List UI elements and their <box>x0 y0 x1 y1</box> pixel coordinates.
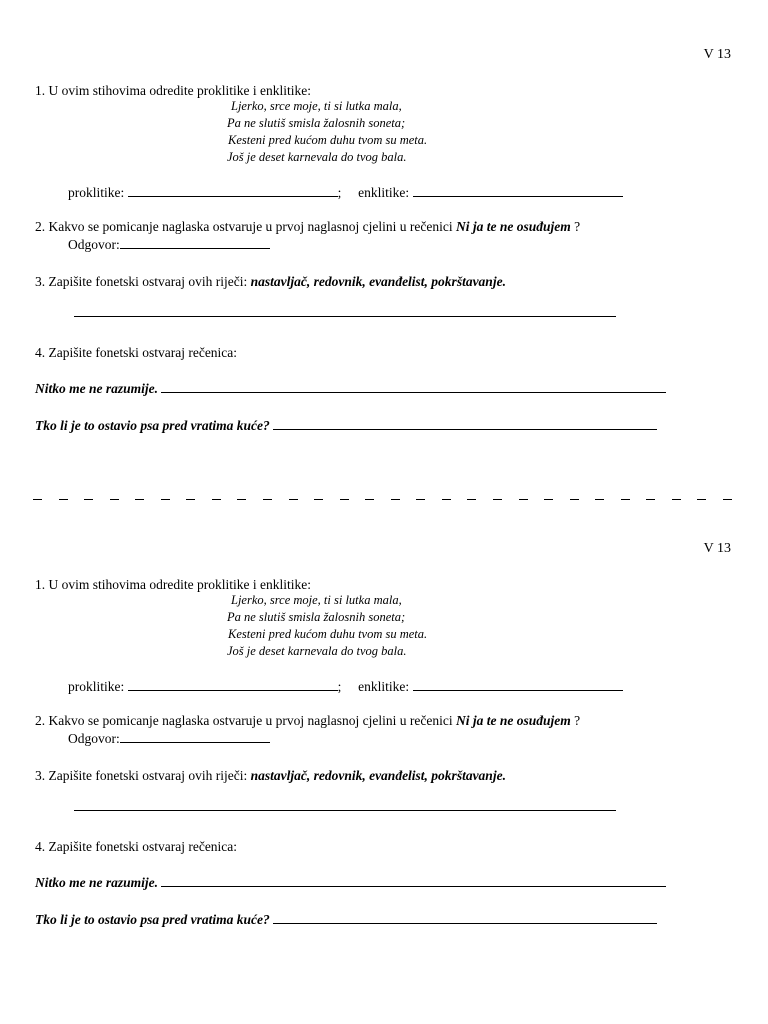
enklitike-blank[interactable] <box>413 183 623 197</box>
poem-line: Kesteni pred kućom duhu tvom su meta. <box>228 627 428 641</box>
question-3-words: nastavljač, redovnik, evanđelist, pokrštavanje. <box>250 274 506 289</box>
sentence-2: Tko li je to ostavio psa pred vratima kuće? <box>35 912 270 927</box>
question-2 <box>35 712 580 729</box>
question-2-sentence: Ni ja te ne osuđujem <box>456 713 571 728</box>
worksheet-copy-bottom <box>0 494 768 994</box>
question-mark: ? <box>574 219 581 234</box>
proklitike-label: proklitike: <box>68 679 125 694</box>
sentence-2-row <box>35 910 657 928</box>
sentence-1-row <box>35 379 666 397</box>
enklitike-label: enklitike: <box>358 185 410 200</box>
question-3-text: 3. Zapišite fonetski ostvaraj ovih riječi: <box>35 274 248 289</box>
question-2-sentence: Ni ja te ne osuđujem <box>456 219 571 234</box>
answer-row <box>68 235 270 253</box>
sentence-1-row <box>35 873 666 891</box>
poem-stanza <box>227 98 427 166</box>
separator: ; <box>337 185 342 200</box>
enklitike-label: enklitike: <box>358 679 410 694</box>
proklitike-blank[interactable] <box>128 183 338 197</box>
poem-line: Pa ne slutiš smisla žalosnih soneta; <box>227 116 406 130</box>
question-3-text: 3. Zapišite fonetski ostvaraj ovih riječi: <box>35 768 248 783</box>
question-3 <box>35 273 506 290</box>
poem-line: Kesteni pred kućom duhu tvom su meta. <box>228 133 428 147</box>
clitics-answer-row <box>68 183 623 201</box>
answer-blank[interactable] <box>120 235 270 249</box>
sentence-2-row <box>35 416 657 434</box>
answer-row <box>68 729 270 747</box>
sentence-2: Tko li je to ostavio psa pred vratima kuće? <box>35 418 270 433</box>
question-1-text: 1. U ovim stihovima odredite proklitike i enklitike: <box>35 577 311 592</box>
question-3-answer-line[interactable] <box>74 300 616 317</box>
sentence-1: Nitko me ne razumije. <box>35 875 159 890</box>
proklitike-blank[interactable] <box>128 677 338 691</box>
question-mark: ? <box>574 713 581 728</box>
poem-line: Još je deset karnevala do tvog bala. <box>227 644 407 658</box>
question-3-answer-line[interactable] <box>74 794 616 811</box>
worksheet-code: V 13 <box>703 541 731 556</box>
poem-line: Ljerko, srce moje, ti si lutka mala, <box>231 593 402 607</box>
worksheet-code: V 13 <box>703 47 731 62</box>
sentence-1-blank[interactable] <box>161 873 666 887</box>
question-3 <box>35 767 506 784</box>
clitics-answer-row <box>68 677 623 695</box>
separator: ; <box>337 679 342 694</box>
question-2-text: 2. Kakvo se pomicanje naglaska ostvaruje u prvoj naglasnoj cjelini u rečenici <box>35 219 453 234</box>
enklitike-blank[interactable] <box>413 677 623 691</box>
question-4-text: 4. Zapišite fonetski ostvaraj rečenica: <box>35 839 238 854</box>
poem-line: Ljerko, srce moje, ti si lutka mala, <box>231 99 402 113</box>
question-1-text: 1. U ovim stihovima odredite proklitike i enklitike: <box>35 83 311 98</box>
answer-label: Odgovor: <box>68 731 120 746</box>
poem-stanza <box>227 592 427 660</box>
proklitike-label: proklitike: <box>68 185 125 200</box>
answer-label: Odgovor: <box>68 237 120 252</box>
question-2-text: 2. Kakvo se pomicanje naglaska ostvaruje u prvoj naglasnoj cjelini u rečenici <box>35 713 453 728</box>
question-4-text: 4. Zapišite fonetski ostvaraj rečenica: <box>35 345 238 360</box>
answer-blank[interactable] <box>120 729 270 743</box>
sentence-1: Nitko me ne razumije. <box>35 381 159 396</box>
question-2 <box>35 218 580 235</box>
sentence-1-blank[interactable] <box>161 379 666 393</box>
poem-line: Pa ne slutiš smisla žalosnih soneta; <box>227 610 406 624</box>
question-3-words: nastavljač, redovnik, evanđelist, pokrštavanje. <box>250 768 506 783</box>
sentence-2-blank[interactable] <box>273 416 657 430</box>
worksheet-copy-top <box>0 0 768 500</box>
poem-line: Još je deset karnevala do tvog bala. <box>227 150 407 164</box>
sentence-2-blank[interactable] <box>273 910 657 924</box>
